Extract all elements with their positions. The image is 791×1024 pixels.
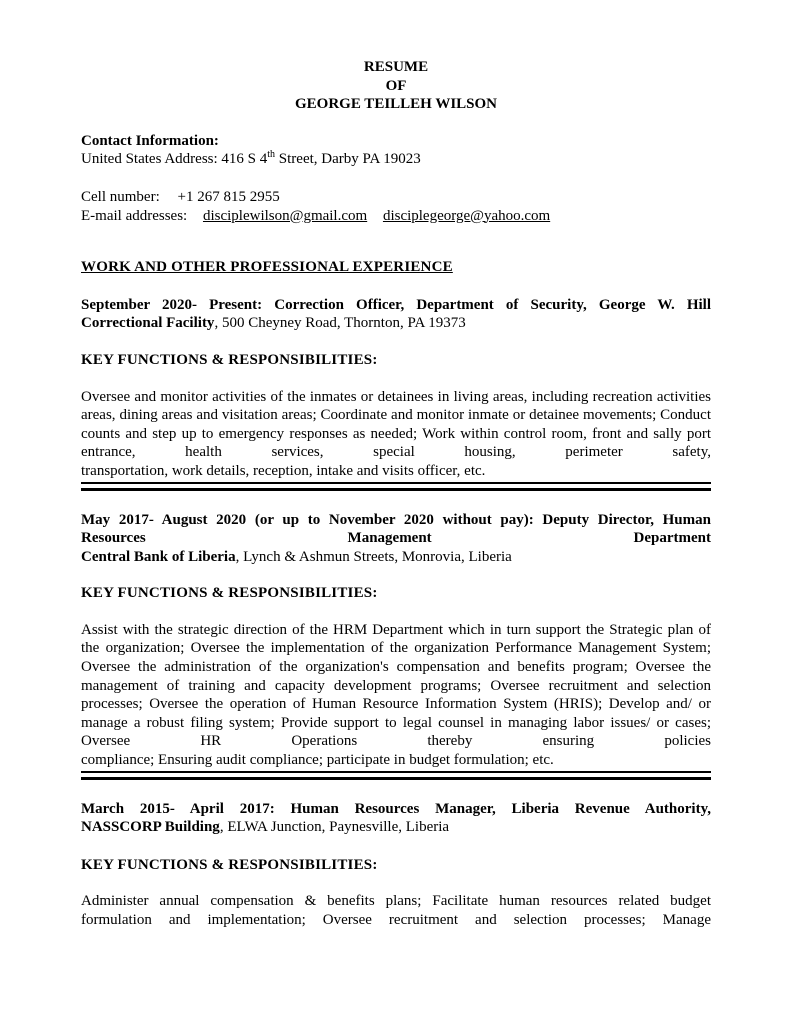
job3-title [81, 800, 711, 837]
job1-employer: Correctional Facility [81, 315, 215, 332]
job3-title-line2 [81, 818, 711, 837]
cell-number-value: +1 267 815 2955 [177, 188, 280, 205]
job1-paragraph-body: Oversee and monitor activities of the inmates or detainees in living areas, including recreation activities areas, dining areas and visitation areas; Coordinate and monitor inmate or detainee movements; Conduct counts and step up to emergency responses as needed; Work within control room, front and sally port entrance, health services, special housing, perimeter safety, [81, 388, 711, 461]
resume-title-line2: OF [385, 77, 407, 94]
job1-title-line2 [81, 314, 711, 333]
resume-title-line1: RESUME [363, 59, 429, 75]
job1-address: , 500 Cheyney Road, Thornton, PA 19373 [214, 315, 466, 332]
resume-title-line3: GEORGE TEILLEH WILSON [294, 96, 498, 113]
job2-title-line3 [81, 548, 711, 567]
address-suffix: Street, Darby PA 19023 [275, 151, 421, 168]
job1-paragraph-last-line: transportation, work details, reception, intake and visits officer, etc. [81, 462, 711, 484]
address-superscript: th [267, 149, 276, 161]
job2-title [81, 511, 711, 567]
job2-divider-rule [81, 777, 711, 780]
address-line [81, 150, 711, 169]
job3-employer: NASSCORP Building [81, 819, 220, 836]
address-prefix: United States Address: 416 S 4 [81, 151, 268, 168]
job2-paragraph-body: Assist with the strategic direction of the HRM Department which in turn support the Strategic plan of the organization; Oversee the implementation of the organization Performance Management System; Oversee the administration of the organization's compensation and benefits program; Oversee the management of training and capacity development programs; Oversee recruitment and selection processes; Oversee the operation of Human Resource Information System (HRIS); Develop and/ or manage a robust filing system; Provide support to legal counsel in managing labor issues/ or cases; Oversee HR Operations thereby ensuring policies [81, 621, 711, 750]
job2-title-line2 [81, 529, 711, 548]
job1-divider-rule [81, 488, 711, 491]
job2-title-word1: Resources [81, 530, 146, 547]
email-link-gmail[interactable]: disciplewilson@gmail.com [202, 207, 368, 224]
job3-paragraph: Administer annual compensation & benefits plans; Facilitate human resources related budget formulation and implementation; Oversee recruitment and selection processes; Manage [81, 893, 711, 928]
job2-paragraph-last-line: compliance; Ensuring audit compliance; participate in budget formulation; etc. [81, 751, 711, 773]
job2-employer: Central Bank of Liberia [81, 548, 236, 565]
job3-address: , ELWA Junction, Paynesville, Liberia [219, 819, 450, 836]
email-label: E-mail addresses: [81, 207, 188, 224]
job2-key-functions-heading: KEY FUNCTIONS & RESPONSIBILITIES: [81, 585, 378, 602]
job2-title-word2: Management [347, 530, 432, 547]
email-line [81, 207, 711, 226]
job3-title-line1: March 2015- April 2017: Human Resources Manager, Liberia Revenue Authority, [81, 800, 711, 817]
cell-number-label: Cell number: [81, 188, 160, 205]
job2-title-line1: May 2017- August 2020 (or up to November 2020 without pay): Deputy Director, Human [81, 511, 711, 528]
job1-title [81, 296, 711, 333]
job2-address: , Lynch & Ashmun Streets, Monrovia, Liberia [235, 548, 512, 565]
job3-key-functions-heading: KEY FUNCTIONS & RESPONSIBILITIES: [81, 856, 378, 873]
job2-title-word3: Department [633, 530, 711, 547]
email-link-yahoo[interactable]: disciplegeorge@yahoo.com [382, 207, 551, 224]
resume-title-block [81, 58, 711, 114]
work-experience-heading: WORK AND OTHER PROFESSIONAL EXPERIENCE [81, 259, 453, 276]
cell-number-line [81, 188, 711, 207]
contact-heading: Contact Information: [81, 132, 219, 149]
job1-title-line1: September 2020- Present: Correction Officer, Department of Security, George W. Hill [81, 296, 711, 313]
job2-paragraph [81, 621, 711, 780]
job1-paragraph [81, 388, 711, 491]
job1-key-functions-heading: KEY FUNCTIONS & RESPONSIBILITIES: [81, 351, 378, 368]
